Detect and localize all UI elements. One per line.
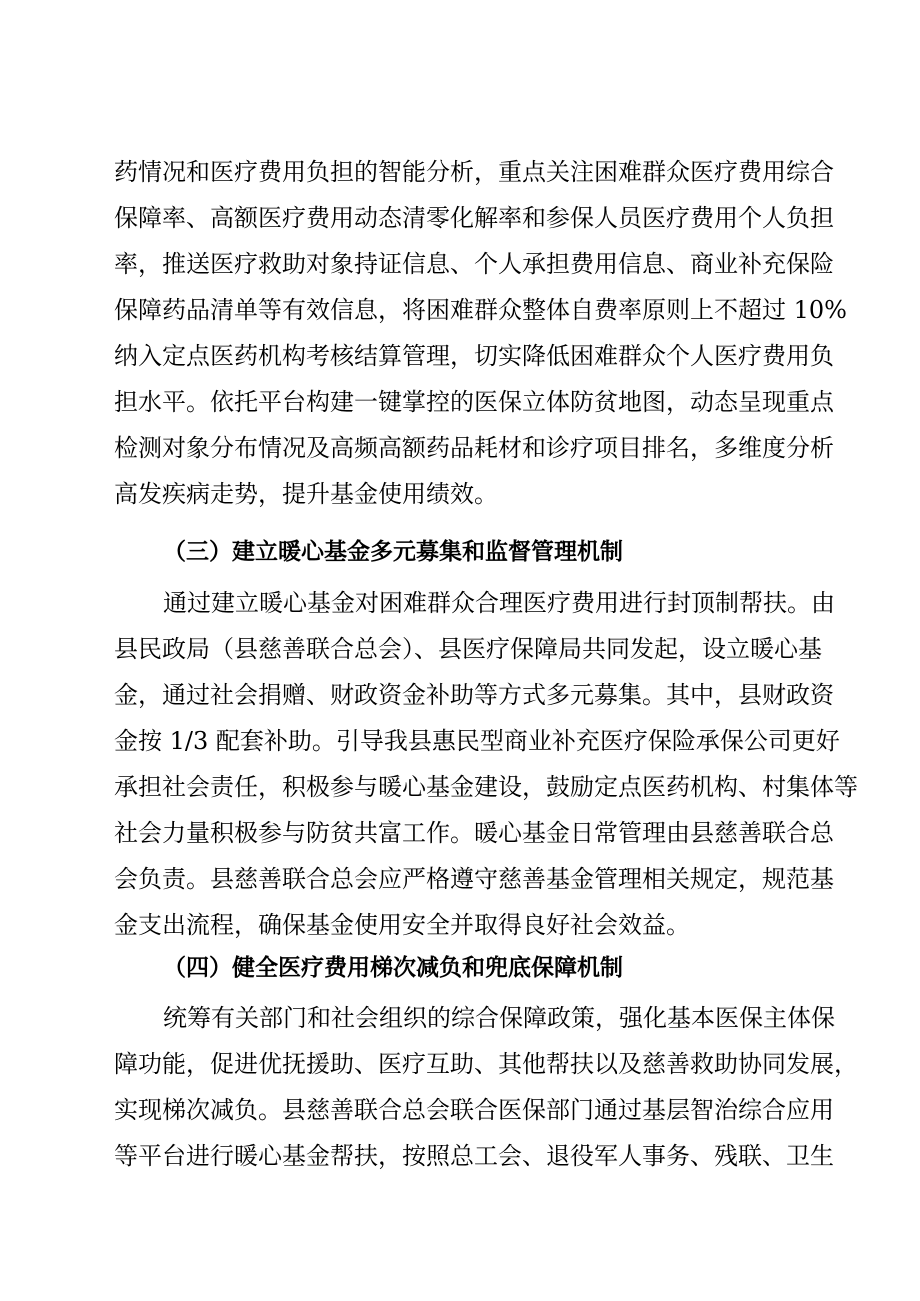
- text-line: 金，通过社会捐赠、财政资金补助等方式多元募集。其中，县财政资: [114, 681, 834, 709]
- text-line: 保障率、高额医疗费用动态清零化解率和参保人员医疗费用个人负担: [114, 204, 834, 232]
- text-line: 会负责。县慈善联合总会应严格遵守慈善基金管理相关规定，规范基: [114, 865, 834, 893]
- text-line: 检测对象分布情况及高频高额药品耗材和诊疗项目排名，多维度分析: [114, 434, 834, 462]
- text-line: 通过建立暖心基金对困难群众合理医疗费用进行封顶制帮扶。由: [163, 589, 835, 617]
- text-line: 县民政局（县慈善联合总会）、县医疗保障局共同发起，设立暖心基: [114, 635, 822, 663]
- text-line: 承担社会责任，积极参与暖心基金建设，鼓励定点医药机构、村集体等: [114, 773, 858, 801]
- section-heading-4: （四）健全医疗费用梯次减负和兜底保障机制: [163, 955, 623, 981]
- text-line: 率，推送医疗救助对象持证信息、个人承担费用信息、商业补充保险: [114, 250, 834, 278]
- text-line: 统筹有关部门和社会组织的综合保障政策，强化基本医保主体保: [163, 1004, 835, 1032]
- text-line: 纳入定点医药机构考核结算管理，切实降低困难群众个人医疗费用负: [114, 342, 834, 370]
- text-line: 实现梯次减负。县慈善联合总会联合医保部门通过基层智治综合应用: [114, 1096, 834, 1124]
- section-heading-3: （三）建立暖心基金多元募集和监督管理机制: [163, 539, 623, 565]
- text-line: 药情况和医疗费用负担的智能分析，重点关注困难群众医疗费用综合: [114, 158, 834, 186]
- text-line: 担水平。依托平台构建一键掌控的医保立体防贫地图，动态呈现重点: [114, 388, 834, 416]
- text-line: 等平台进行暖心基金帮扶，按照总工会、退役军人事务、残联、卫生: [114, 1142, 834, 1170]
- text-line: 金支出流程，确保基金使用安全并取得良好社会效益。: [114, 911, 690, 939]
- text-line: 金按 1/3 配套补助。引导我县惠民型商业补充医疗保险承保公司更好: [114, 727, 840, 755]
- text-line: 保障药品清单等有效信息，将困难群众整体自费率原则上不超过 10%: [114, 296, 847, 324]
- text-line: 障功能，促进优抚援助、医疗互助、其他帮扶以及慈善救助协同发展，: [114, 1050, 858, 1078]
- text-line: 高发疾病走势，提升基金使用绩效。: [114, 480, 498, 508]
- text-line: 社会力量积极参与防贫共富工作。暖心基金日常管理由县慈善联合总: [114, 819, 834, 847]
